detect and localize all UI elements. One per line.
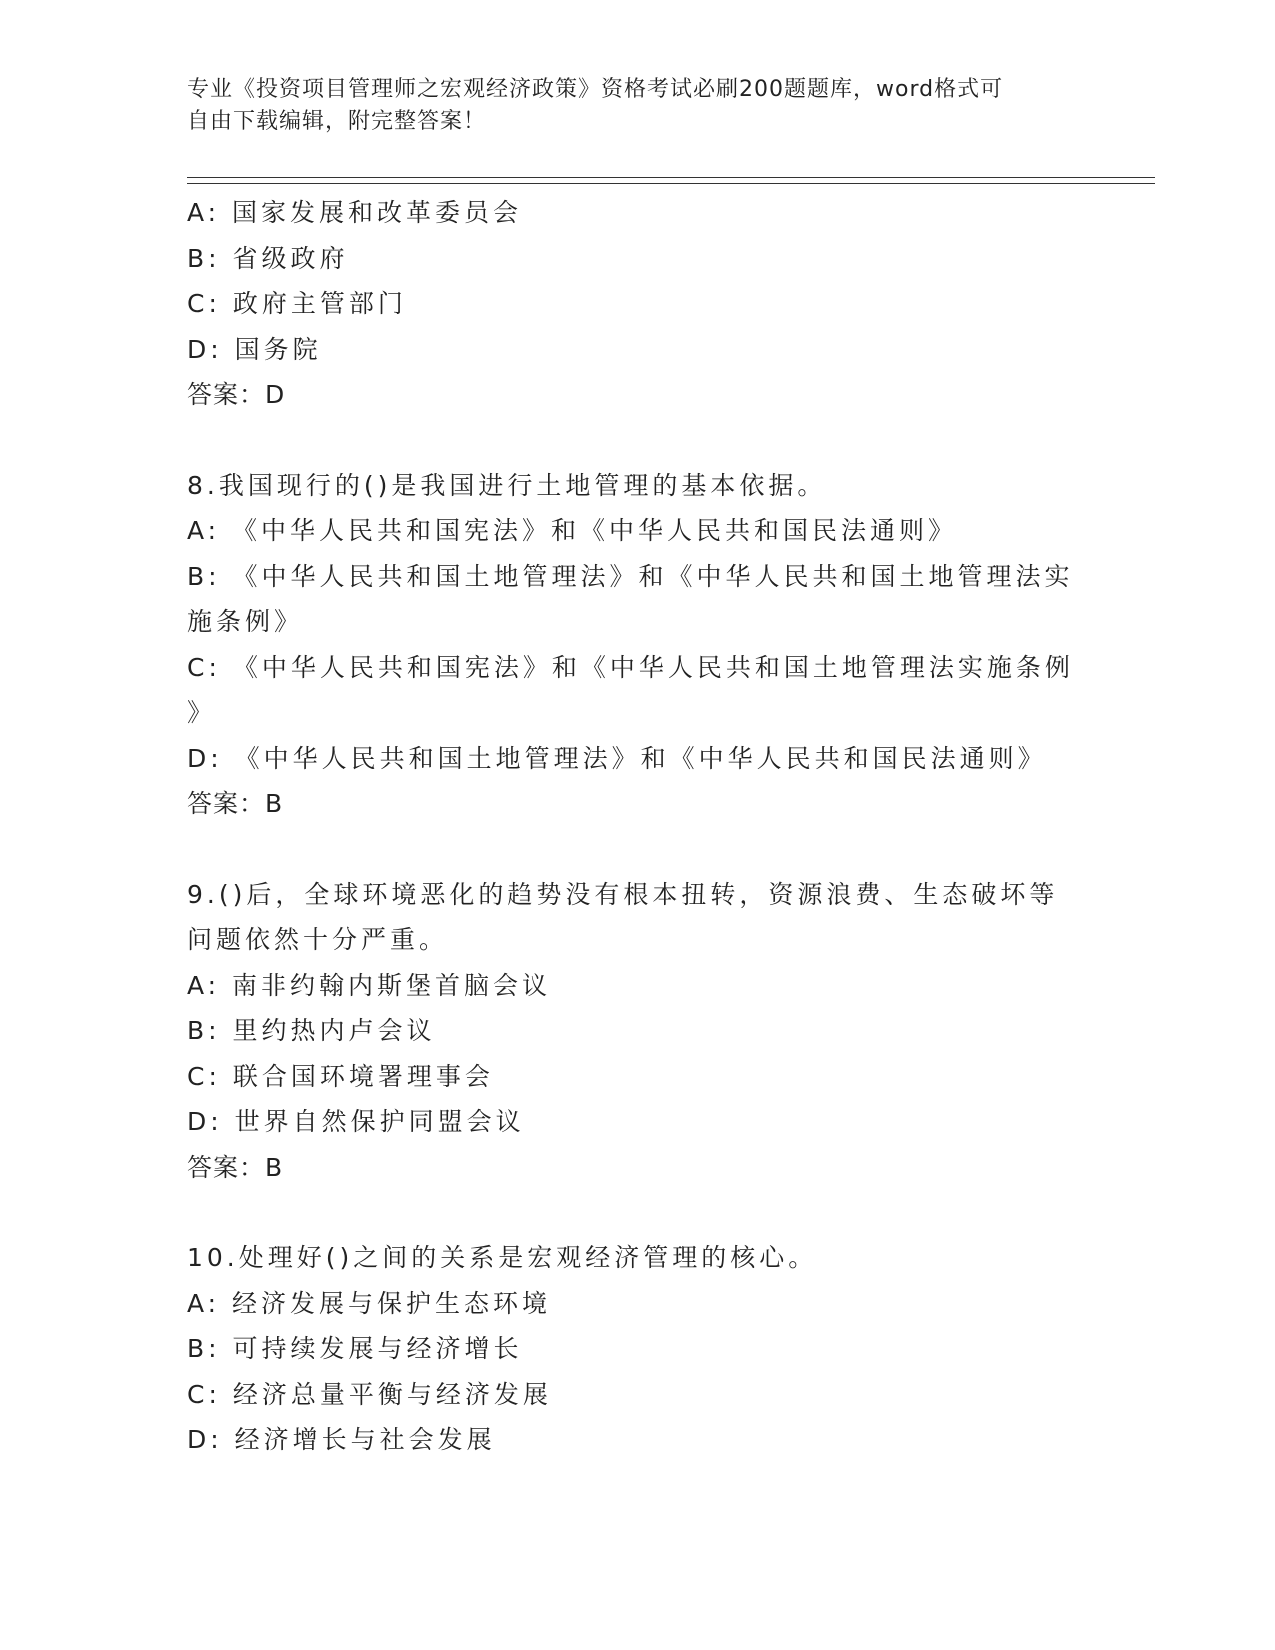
question-8 <box>187 463 1087 827</box>
question-10 <box>187 1235 1087 1463</box>
option-a: A: 经济发展与保护生态环境 <box>187 1288 552 1318</box>
option-a: A: 《中华人民共和国宪法》和《中华人民共和国民法通则》 <box>187 516 958 545</box>
question-list <box>187 190 1087 1463</box>
spacer <box>187 418 1087 463</box>
option-c: C: 联合国环境署理事会 <box>187 1061 494 1091</box>
option-b: B: 省级政府 <box>187 243 349 273</box>
header-divider-bottom <box>187 183 1155 184</box>
question-text: 8.我国现行的()是我国进行土地管理的基本依据。 <box>187 470 827 500</box>
question-7 <box>187 190 1087 418</box>
question-text: 9.()后，全球环境恶化的趋势没有根本扭转，资源浪费、生态破坏等 <box>187 879 1059 909</box>
option-b: B: 可持续发展与经济增长 <box>187 1334 523 1363</box>
header-divider-top <box>187 177 1155 178</box>
option-c-continued: 》 <box>187 698 217 727</box>
header-line-1: 专业《投资项目管理师之宏观经济政策》资格考试必刷200题题库，word格式可 <box>187 77 1004 102</box>
option-b: B: 里约热内卢会议 <box>187 1016 436 1045</box>
answer: 答案：D <box>187 380 286 409</box>
option-a: A: 南非约翰内斯堡首脑会议 <box>187 970 552 1000</box>
header-line-2: 自由下载编辑，附完整答案！ <box>187 109 487 134</box>
option-c: C: 《中华人民共和国宪法》和《中华人民共和国土地管理法实施条例 <box>187 652 1074 682</box>
answer: 答案：B <box>187 1152 284 1182</box>
option-c: C: 经济总量平衡与经济发展 <box>187 1379 552 1409</box>
option-d: D: 《中华人民共和国土地管理法》和《中华人民共和国民法通则》 <box>187 743 1047 773</box>
spacer <box>187 1190 1087 1235</box>
question-text: 10.处理好()之间的关系是宏观经济管理的核心。 <box>187 1243 818 1272</box>
option-d: D: 经济增长与社会发展 <box>187 1425 496 1454</box>
spacer <box>187 827 1087 872</box>
option-d: D: 世界自然保护同盟会议 <box>187 1107 525 1136</box>
option-b: B: 《中华人民共和国土地管理法》和《中华人民共和国土地管理法实 <box>187 561 1074 591</box>
question-text-continued: 问题依然十分严重。 <box>187 925 449 954</box>
option-b-continued: 施条例》 <box>187 607 304 636</box>
option-a: A: 国家发展和改革委员会 <box>187 198 523 227</box>
question-9 <box>187 872 1087 1191</box>
answer: 答案：B <box>187 789 284 818</box>
option-c: C: 政府主管部门 <box>187 289 407 318</box>
document-header <box>187 74 1067 138</box>
option-d: D: 国务院 <box>187 334 322 364</box>
